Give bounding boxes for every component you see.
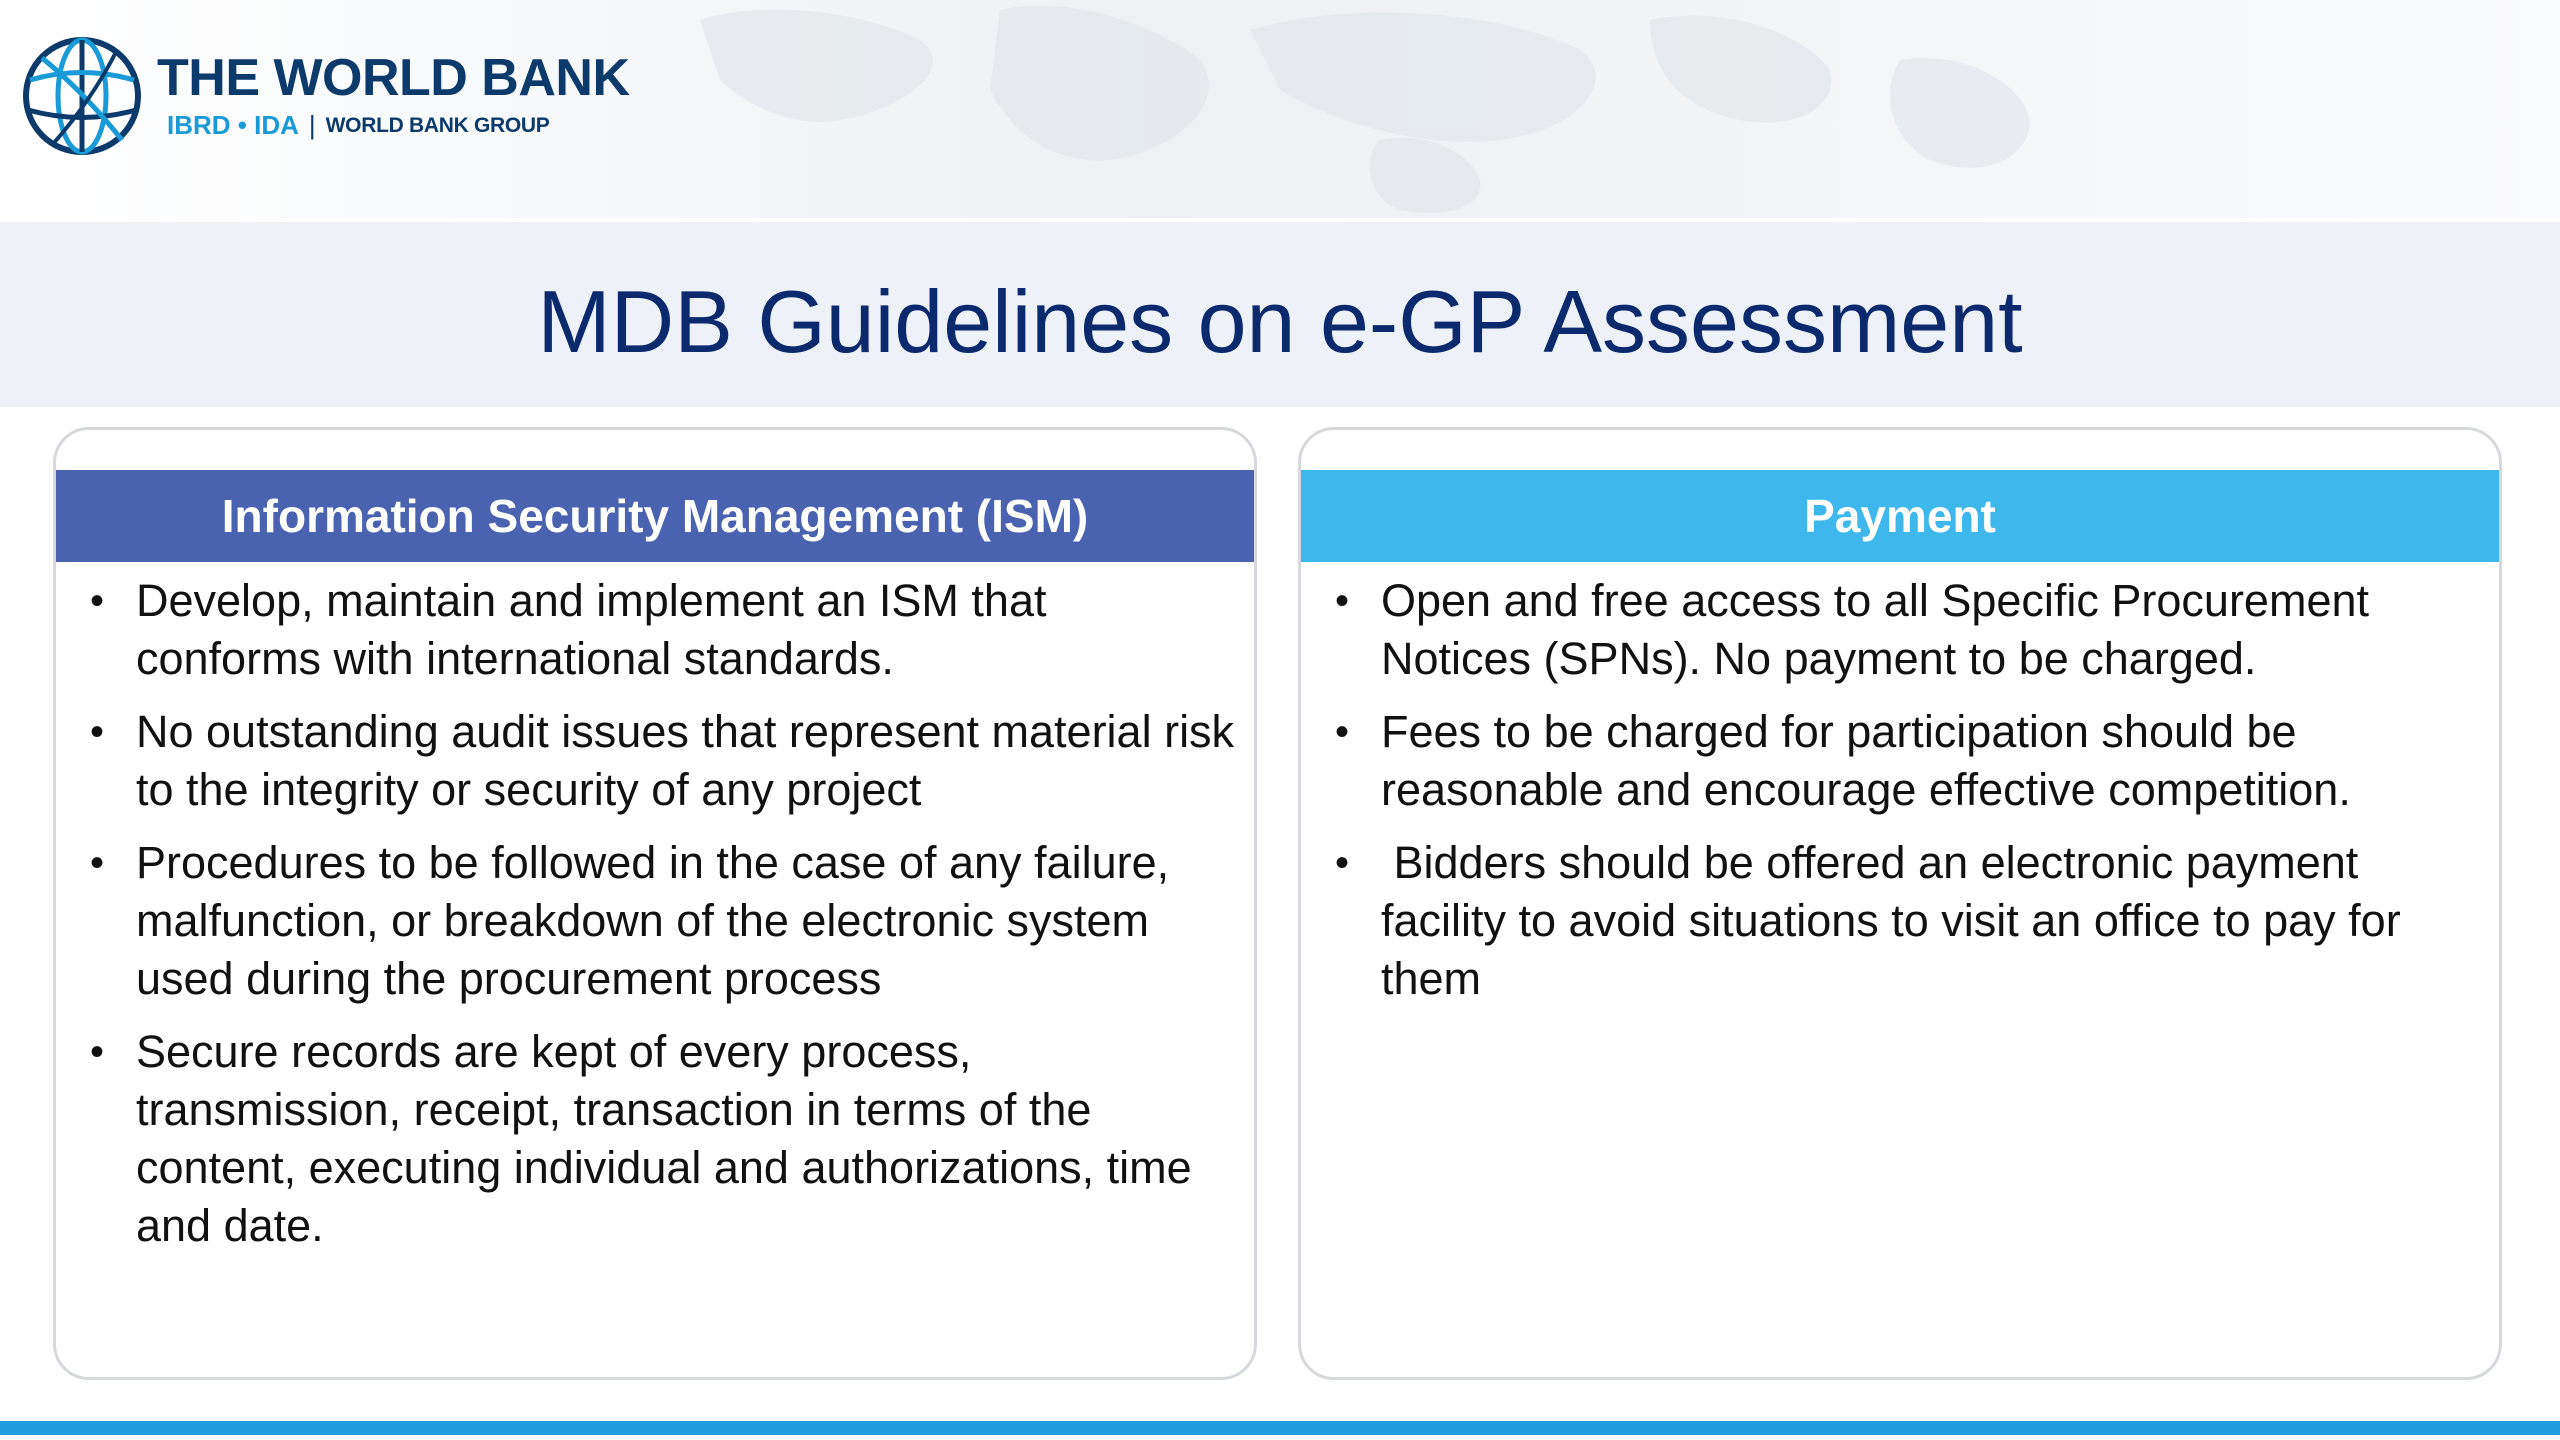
payment-panel-header: Payment (1301, 470, 2499, 562)
bullet-item (78, 703, 1240, 819)
bullet-text: Bidders should be offered an electronic payment facility to avoid situations to visit an office to pay for them (1381, 837, 2414, 1004)
ism-bullet-list (56, 572, 1254, 1270)
globe-icon (22, 30, 147, 160)
bullet-text: Procedures to be followed in the case of any failure, malfunction, or breakdown of the electronic system used during the procurement process (136, 837, 1170, 1004)
logo-subtitle (167, 110, 550, 141)
payment-panel (1298, 427, 2502, 1380)
bullet-item (78, 572, 1240, 688)
bullet-item (1323, 572, 2485, 688)
ism-panel-header: Information Security Management (ISM) (56, 470, 1254, 562)
bullet-item (78, 834, 1240, 1008)
payment-bullet-list (1301, 572, 2499, 1023)
bullet-text: Secure records are kept of every process, transmission, receipt, transaction in terms of the content, executing individual and authorizations, time and date. (136, 1026, 1192, 1251)
title-band (0, 222, 2560, 407)
bullet-text: Open and free access to all Specific Procurement Notices (SPNs). No payment to be charged. (1381, 575, 2370, 684)
bullet-text: Develop, maintain and implement an ISM that conforms with international standards. (136, 575, 1047, 684)
bullet-item (78, 1023, 1240, 1255)
bottom-accent-line (0, 1421, 2560, 1435)
bullet-text: Fees to be charged for participation should be reasonable and encourage effective competition. (1381, 706, 2351, 815)
ism-panel (53, 427, 1257, 1380)
slide-title: MDB Guidelines on e-GP Assessment (537, 272, 2023, 371)
bullet-icon: • (1335, 710, 1350, 754)
logo-group: WORLD BANK GROUP (325, 113, 550, 137)
logo-separator: | (308, 110, 316, 140)
bullet-item (1323, 703, 2485, 819)
logo-title: THE WORLD BANK (157, 49, 630, 107)
bullet-icon: • (90, 579, 105, 623)
logo-ibrd-ida: IBRD • IDA (167, 110, 299, 140)
bullet-icon: • (1335, 841, 1350, 885)
bullet-icon: • (90, 841, 105, 885)
bullet-icon: • (90, 710, 105, 754)
bullet-item (1323, 834, 2485, 1008)
bullet-icon: • (90, 1030, 105, 1074)
header-band (0, 0, 2560, 218)
bullet-icon: • (1335, 579, 1350, 623)
bullet-text: No outstanding audit issues that represent material risk to the integrity or security of any project (136, 706, 1235, 815)
world-bank-logo[interactable] (22, 30, 642, 165)
